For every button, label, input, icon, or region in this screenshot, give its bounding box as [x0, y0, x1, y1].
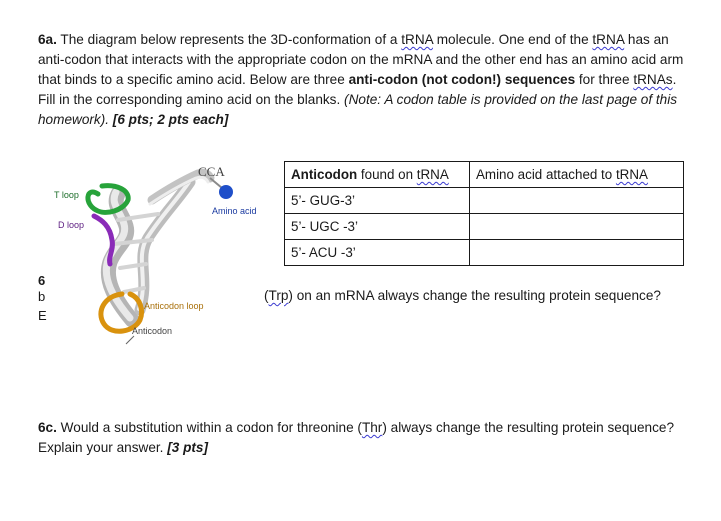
question-label: 6a.: [38, 32, 57, 47]
amino-acid-label: Amino acid: [212, 206, 257, 216]
d-loop: [94, 216, 112, 264]
amino-acid-blank[interactable]: [470, 188, 684, 214]
table-header-row: [285, 162, 684, 188]
note: (Note: A codon table is provided on the last page of this homework).: [38, 92, 678, 127]
spellcheck-word: Thr: [361, 420, 383, 435]
cca-label: CCA: [198, 164, 225, 179]
points: [6 pts; 2 pts each]: [109, 112, 229, 127]
spellcheck-word: tRNA: [615, 167, 648, 182]
bold-anticodon-phrase: anti-codon (not codon!) sequences: [348, 72, 576, 87]
anticodon-loop-label: Anticodon loop: [144, 301, 204, 311]
question-label: 6c.: [38, 420, 57, 435]
spellcheck-word: tRNAs: [633, 72, 673, 87]
d-loop-label: D loop: [58, 220, 85, 230]
trna-backbone: [106, 173, 210, 320]
trna-diagram: [40, 160, 280, 350]
table-header-anticodon: Anticodon found on tRNA: [285, 162, 470, 188]
table-row: [285, 214, 684, 240]
question-6a-text: 6a. The diagram below represents the 3D-conformation of a tRNA molecule. One end of the tRNA has an anti-codon that interacts with the appropriate codon on the mRNA and the other end has an amino acid arm that binds to a specific amino acid. Below are three anti-codon (not codon!) sequences for three tRNAs. Fill in the corresponding amino acid on the blanks. (Note: A codon table is provided on the last page of this homework). [6 pts; 2 pts each]: [38, 32, 684, 127]
question-6a: [38, 30, 688, 130]
amino-acid-ball: [219, 185, 233, 199]
anticodon-table: [284, 161, 684, 266]
anticodon-cell: 5’- GUG-3’: [285, 188, 470, 214]
question-6b-cut-line-2: b: [38, 289, 46, 304]
amino-acid-stem: [210, 178, 222, 188]
points: [3 pts]: [167, 440, 208, 455]
anticodon-label: Anticodon: [132, 326, 173, 336]
anticodon-pointer: [126, 336, 134, 344]
question-6b-cut-line-3: E: [38, 308, 47, 323]
question-6b-cut-line-1: 6: [38, 273, 46, 288]
spellcheck-word: tRNA: [592, 32, 625, 47]
spellcheck-word: Trp: [268, 288, 289, 303]
amino-acid-blank[interactable]: [470, 214, 684, 240]
spellcheck-word: tRNA: [416, 167, 449, 182]
question-6c: [38, 418, 688, 458]
question-6b-visible-text: (Trp) on an mRNA always change the resulting protein sequence?: [264, 288, 661, 303]
table-row: [285, 240, 684, 266]
table-row: [285, 188, 684, 214]
table-header-amino-acid: Amino acid attached to tRNA: [470, 162, 684, 188]
question-6c-text: 6c. Would a substitution within a codon for threonine (Thr) always change the resulting protein sequence? Explain your answer. [3 pts]: [38, 420, 675, 455]
t-loop-label: T loop: [54, 190, 79, 200]
spellcheck-word: tRNA: [401, 32, 433, 47]
anticodon-cell: 5’- ACU -3’: [285, 240, 470, 266]
anticodon-cell: 5’- UGC -3’: [285, 214, 470, 240]
amino-acid-blank[interactable]: [470, 240, 684, 266]
